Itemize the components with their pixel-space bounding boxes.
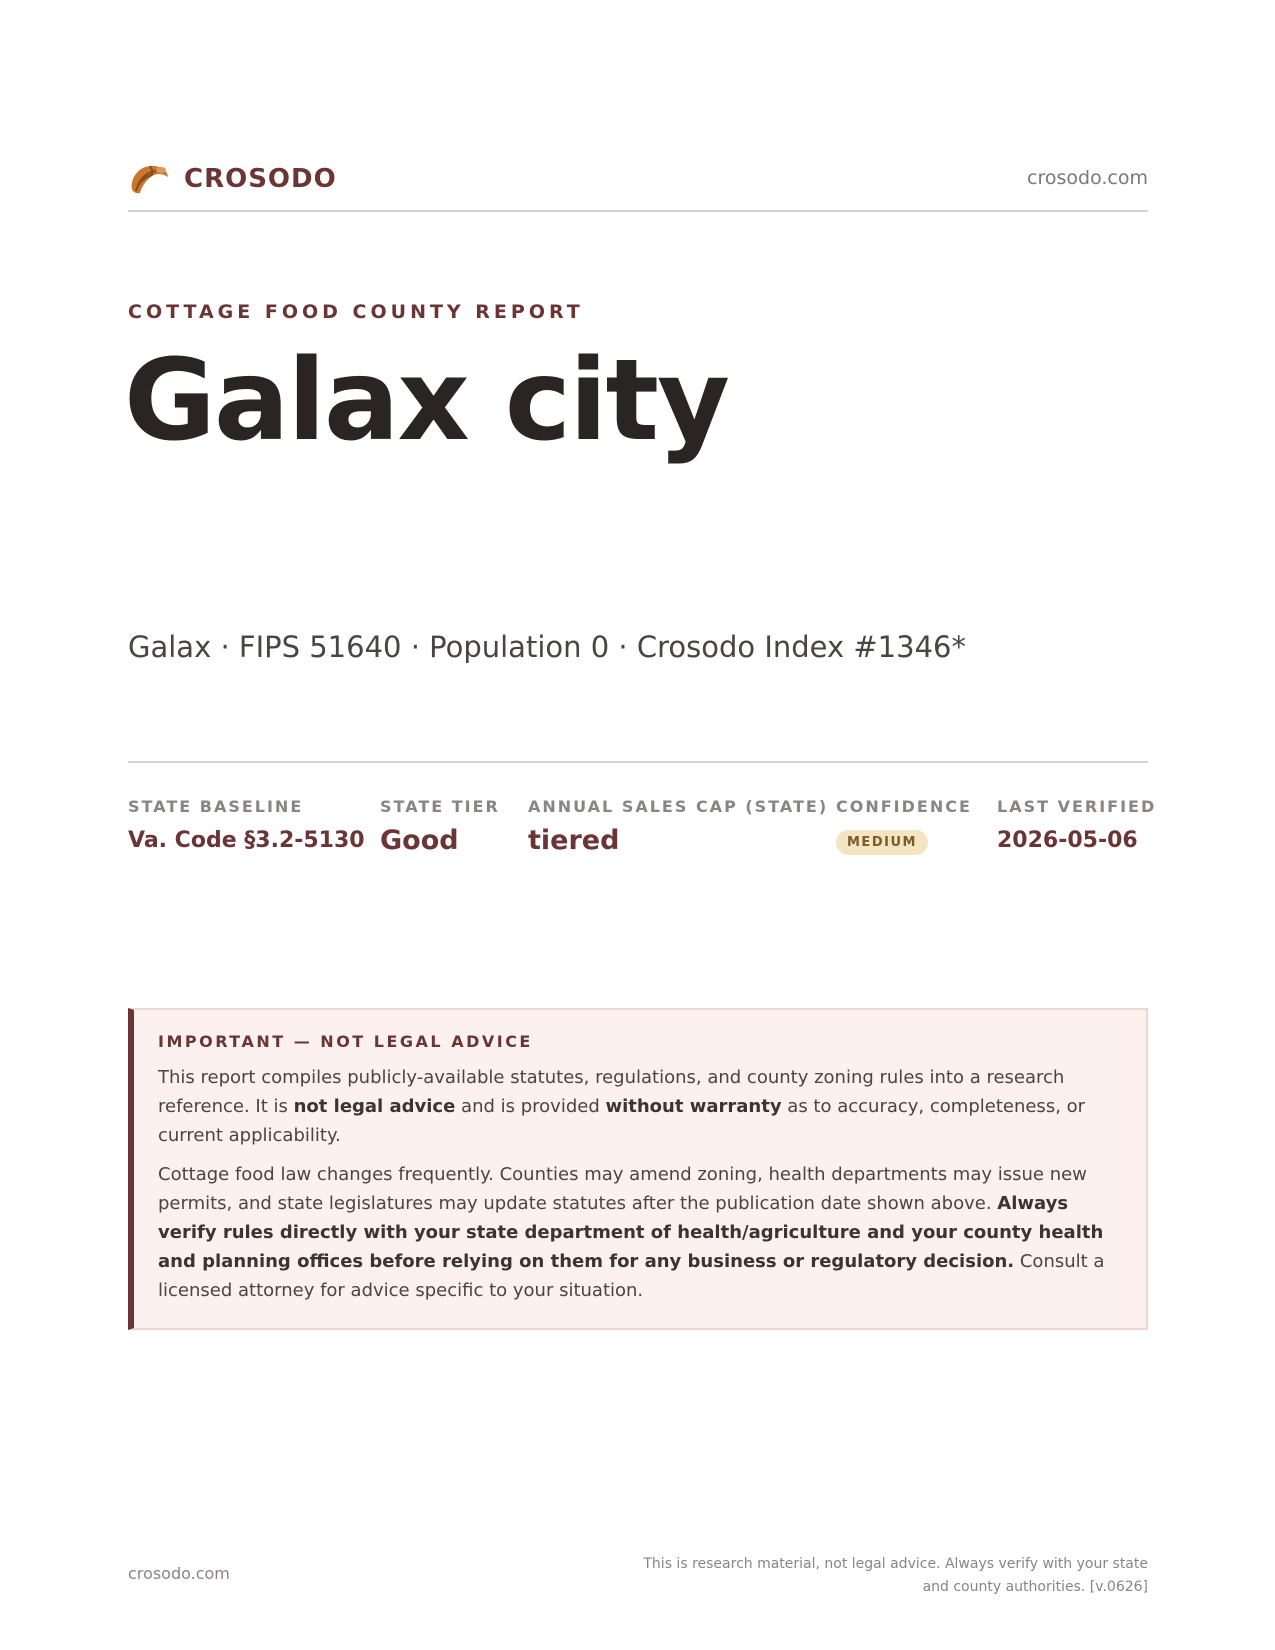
notice-text: and is provided <box>455 1096 606 1117</box>
stat-label: LAST VERIFIED <box>997 797 1157 816</box>
stat-last-verified <box>997 797 1156 853</box>
stat-state-baseline <box>128 797 365 853</box>
stat-state-tier <box>380 797 500 856</box>
notice-text: Consult a licensed attorney for advice specific to your situation. <box>158 1251 1105 1301</box>
footer-site-link[interactable]: crosodo.com <box>128 1564 230 1583</box>
report-subtitle: Galax · FIPS 51640 · Population 0 · Crosodo Index #1346* <box>128 630 966 664</box>
page-header <box>128 155 1148 212</box>
site-link[interactable]: crosodo.com <box>1027 167 1148 189</box>
stat-label: ANNUAL SALES CAP (STATE) <box>528 797 829 816</box>
section-divider <box>128 761 1148 763</box>
footer-disclaimer-line-1: This is research material, not legal advice. Always verify with your state <box>643 1556 1148 1572</box>
croissant-icon <box>128 161 170 197</box>
footer-disclaimer-line-2: and county authorities. [v.0626] <box>922 1579 1148 1595</box>
notice-text: Cottage food law changes frequently. Counties may amend zoning, health departments may issue new permits, and state legislatures may update statutes after the publication date shown above. <box>158 1164 1087 1214</box>
notice-text: This report compiles publicly-available statutes, regulations, and county zoning rules into a research reference. It is <box>158 1067 1065 1117</box>
stat-value: Va. Code §3.2-5130 <box>128 828 365 853</box>
stat-label: STATE TIER <box>380 797 500 816</box>
stat-label: STATE BASELINE <box>128 797 304 816</box>
brand-name: CROSODO <box>184 164 337 194</box>
stat-annual-sales-cap <box>528 797 828 856</box>
notice-emphasis: Always verify rules directly with your state department of health/agriculture and your county health and planning offices before relying on them for any business or regulatory decision. <box>158 1193 1104 1272</box>
stat-label: CONFIDENCE <box>836 797 972 816</box>
notice-emphasis: not legal advice <box>293 1096 456 1117</box>
stat-confidence <box>836 797 972 855</box>
notice-heading: IMPORTANT — NOT LEGAL ADVICE <box>158 1032 533 1051</box>
notice-emphasis: without warranty <box>605 1096 782 1117</box>
confidence-badge: MEDIUM <box>836 830 928 855</box>
notice-text: as to accuracy, completeness, or current applicability. <box>158 1096 1086 1146</box>
legal-notice <box>128 1008 1148 1330</box>
notice-paragraph-2 <box>158 1160 1122 1305</box>
footer-disclaimer <box>628 1553 1148 1599</box>
stat-value: tiered <box>528 825 620 856</box>
page-title: Galax city <box>124 336 729 466</box>
stat-value: 2026-05-06 <box>997 828 1138 853</box>
report-eyebrow: COTTAGE FOOD COUNTY REPORT <box>128 301 584 323</box>
stat-value: Good <box>380 825 459 856</box>
notice-paragraph-1 <box>158 1063 1122 1150</box>
